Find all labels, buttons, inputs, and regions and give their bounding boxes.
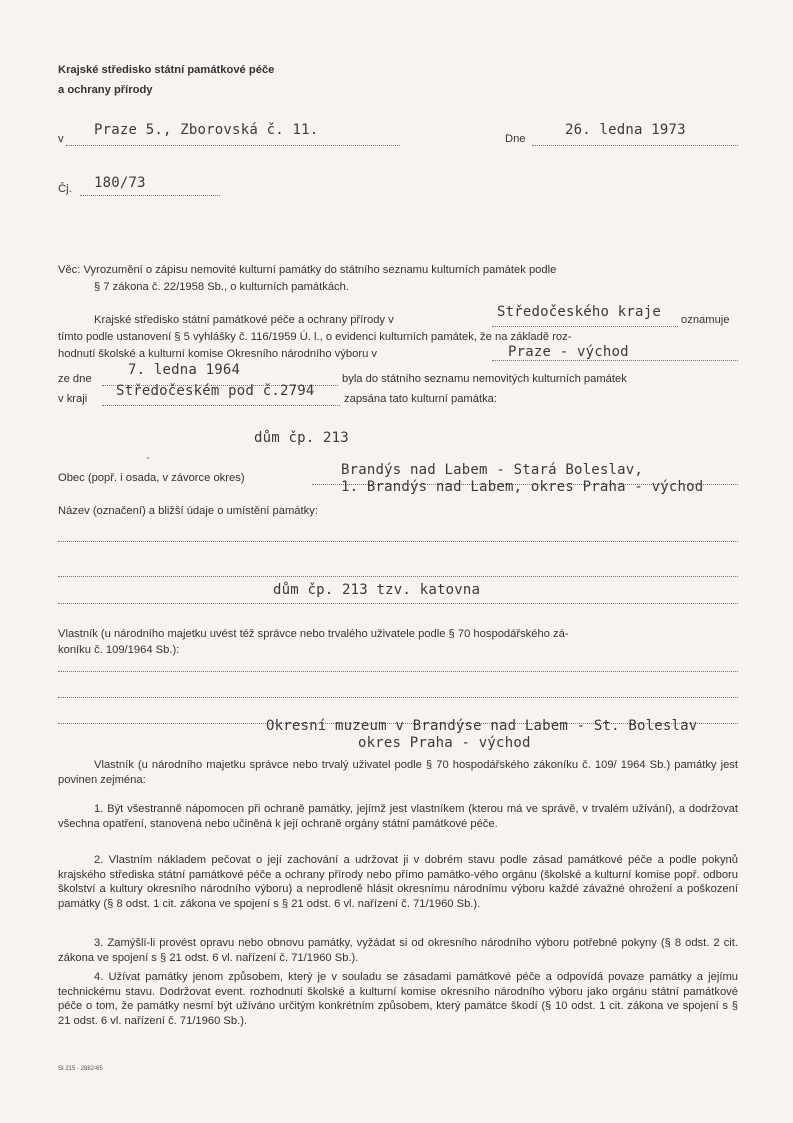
- subject-line1: Věc: Vyrozumění o zápisu nemovité kulturní památky do státního seznamu kulturních památek podle: [58, 264, 557, 276]
- date-dotted-line: [532, 145, 738, 146]
- decision-date-value: 7. ledna 1964: [128, 362, 241, 378]
- vlastnik-label-line1: Vlastník (u národního majetku uvést též správce nebo trvalého uživatele podle § 70 hospodářského zá-: [58, 628, 569, 640]
- duty-item-1: 1. Být všestranně nápomocen při ochraně památky, jejímž jest vlastníkem (kterou má ve správě, v trvalém užívání), a dodržovat všechna opatření, stanovená nebo učiněná k její ochraně orgány státní památkové péče.: [58, 803, 738, 830]
- subject-line2: § 7 zákona č. 22/1958 Sb., o kulturních památkách.: [94, 281, 349, 293]
- obec-value-line2: 1. Brandýs nad Labem, okres Praha - východ: [341, 479, 704, 495]
- intro-line4-b: byla do státního seznamu nemovitých kulturních památek: [342, 373, 627, 385]
- duties-intro: Vlastník (u národního majetku správce nebo trvalý uživatel podle § 70 hospodářského zákoníku č. 109/ 1964 Sb.) památky jest povinen zejména:: [58, 759, 738, 786]
- obec-label: Obec (popř. i osada, v závorce okres): [58, 472, 245, 484]
- intro-line5-a: v kraji: [58, 393, 88, 405]
- ref-value: 180/73: [94, 175, 146, 191]
- date-label: Dne: [505, 133, 526, 145]
- intro-line4-a: ze dne: [58, 373, 92, 385]
- place-value: Praze 5., Zborovská č. 11.: [94, 122, 319, 138]
- duty-item-3: 3. Zamýšlí-li provést opravu nebo obnovu památky, vyžádat si od okresního národního výboru potřebné pokyny (§ 8 odst. 2 cit. zákona ve spojení s § 21 odst. 6 vl. nařízení č. 71/1960 Sb.).: [58, 937, 738, 964]
- org-name-line1: Krajské středisko státní památkové péče: [58, 64, 275, 76]
- place-dotted-line: [66, 145, 400, 146]
- ref-label: Čj.: [58, 183, 72, 195]
- district-dotted-line: [492, 360, 738, 361]
- register-dotted-line: [102, 405, 340, 406]
- ref-dotted-line: [80, 195, 220, 196]
- obec-value-line1: Brandýs nad Labem - Stará Boleslav,: [341, 462, 644, 478]
- intro-line2: tímto podle ustanovení § 5 vyhlášky č. 116/1959 Ú. l., o evidenci kulturních památek, že na základě roz-: [58, 331, 572, 343]
- nazev-dotted-line1: [58, 541, 738, 542]
- vlastnik-value-line2: okres Praha - východ: [358, 735, 531, 751]
- nazev-value: dům čp. 213 tzv. katovna: [273, 582, 481, 598]
- region-value: Středočeského kraje: [497, 304, 661, 320]
- org-name-line2: a ochrany přírody: [58, 84, 153, 96]
- mark-dash: -: [146, 452, 150, 464]
- vlastnik-dotted-line2: [58, 697, 738, 698]
- v-label: v: [58, 133, 64, 145]
- intro-line5-b: zapsána tato kulturní památka:: [344, 393, 497, 405]
- duty-item-2: 2. Vlastním nákladem pečovat o její zachování a udržovat ji v dobrém stavu podle zásad památkové péče a podle pokynů krajského střediska státní památkové péče a ochrany přírody nebo přímo památko-vého orgánu (školské a kulturní komise popř. odboru školství a kultury okresního národního výboru) a neprodleně hlásit okresnímu národnímu výboru každé závažné ohrožení a poškození památky (§ 8 odst. 1 cit. zákona ve spojení s § 21 odst. 6 vl. nařízení č. 71/1960 Sb.).: [58, 854, 738, 910]
- intro-line1-b: oznamuje: [681, 314, 730, 326]
- monument-short-name: dům čp. 213: [254, 430, 349, 446]
- nazev-label: Název (označení) a bližší údaje o umístění památky:: [58, 505, 318, 517]
- nazev-dotted-line2: [58, 576, 738, 577]
- district-value: Praze - východ: [508, 344, 629, 360]
- intro-line3-a: hodnutí školské a kulturní komise Okresního národního výboru v: [58, 348, 378, 360]
- nazev-dotted-line3: [58, 603, 738, 604]
- region-dotted-line: [492, 326, 678, 327]
- vlastnik-value-line1: Okresní muzeum v Brandýse nad Labem - St. Boleslav: [266, 718, 698, 734]
- form-code: SI 215 - 2882-65: [58, 1066, 103, 1072]
- vlastnik-label-line2: koníku č. 109/1964 Sb.):: [58, 644, 180, 656]
- duty-item-4: 4. Užívat památky jenom způsobem, který je v souladu se zásadami památkové péče a odpovídá povaze památky a jejímu technickému stavu. Dodržovat event. rozhodnutí školské a kulturní komise okresního národního výboru jako orgánu státní památkové péče o tom, že památky nesmí být užíváno určitým konkrétním způsobem, který památce škodí (§ 10 odst. 1 cit. zákona ve spojení s § 21 odst. 6 vl. nařízení č. 71/1960 Sb.).: [58, 971, 738, 1027]
- intro-line1-a: Krajské středisko státní památkové péče a ochrany přírody v: [94, 314, 394, 326]
- vlastnik-dotted-line1: [58, 671, 738, 672]
- date-value: 26. ledna 1973: [565, 122, 686, 138]
- register-value: Středočeském pod č.2794: [116, 383, 315, 399]
